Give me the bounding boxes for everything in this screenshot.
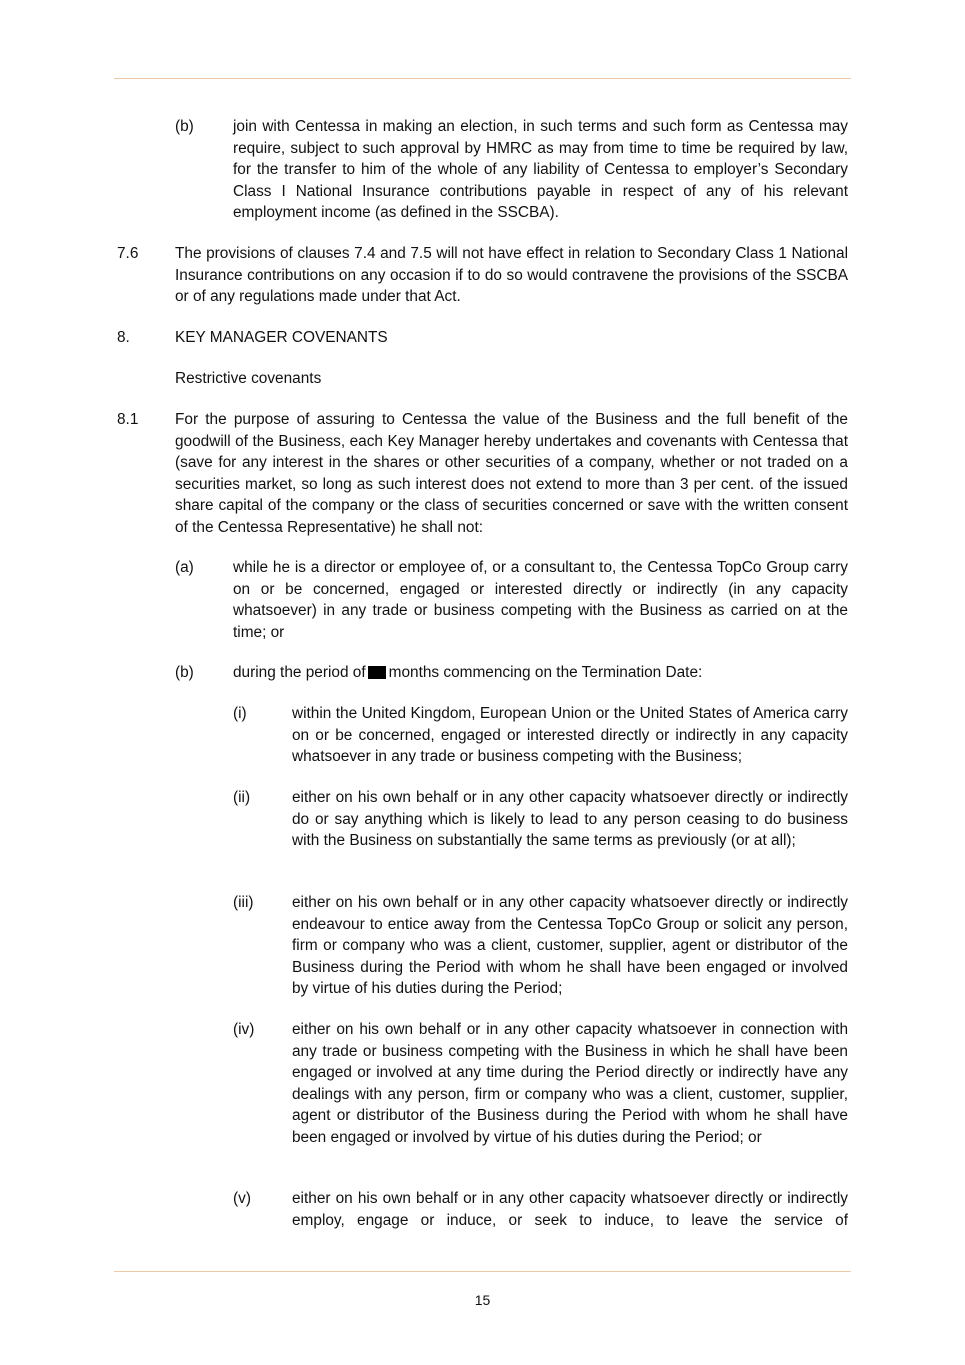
item-label-a: (a) [175, 559, 194, 576]
header-rule [114, 78, 851, 79]
subitem-label-v: (v) [233, 1190, 251, 1207]
clause-number-7-6: 7.6 [117, 245, 139, 262]
subitem-text-ii: either on his own behalf or in any other capacity whatsoever directly or indirectly do or say anything which is likely to lead to any person ceasing to do business with the Business on substantially the same terms as previously (or at all); [292, 789, 848, 849]
clause-text-8-1: For the purpose of assuring to Centessa the value of the Business and the full benefit of the goodwill of the Business, each Key Manager hereby undertakes and covenants with Centessa that (save for any interest in the shares or other securities of a company, whether or not traded on a securities market, so long as such interest does not extend to more than 3 per cent. of the issued share capital of the company or the class of securities concerned or save with the written consent of the Centessa Representative) he shall not: [175, 411, 848, 536]
footer-rule [114, 1271, 851, 1272]
clause-number-8-1: 8.1 [117, 411, 139, 428]
section-number-8: 8. [117, 329, 130, 346]
item-text-b-after: months commencing on the Termination Date: [388, 664, 703, 681]
section-subheading: Restrictive covenants [175, 370, 322, 387]
redaction-block [368, 666, 386, 679]
subitem-text-i: within the United Kingdom, European Union or the United States of America carry on or be concerned, engaged or interested directly or indirectly in any capacity whatsoever in any trade or business competing with the Business; [292, 705, 848, 765]
section-heading: KEY MANAGER COVENANTS [175, 329, 388, 346]
item-label-b-top: (b) [175, 118, 194, 135]
subitem-label-iii: (iii) [233, 894, 254, 911]
subitem-text-iv: either on his own behalf or in any other capacity whatsoever in connection with any trade or business competing with the Business in which he shall have been engaged or involved at any time during the Period directly or indirectly have any dealings with any person, firm or company who was a client, customer, supplier, agent or distributor of the Business during the Period with whom he shall have been engaged or involved by virtue of his duties during the Period; or [292, 1021, 848, 1146]
subitem-text-iii: either on his own behalf or in any other capacity whatsoever directly or indirectly endeavour to entice away from the Centessa TopCo Group or solicit any person, firm or company who was a client, customer, supplier, agent or distributor of the Business during the Period with whom he shall have been engaged or involved by virtue of his duties during the Period; [292, 894, 848, 997]
page-number: 15 [474, 1292, 491, 1308]
subitem-label-iv: (iv) [233, 1021, 255, 1038]
item-text-b-top: join with Centessa in making an election, in such terms and such form as Centessa may require, subject to such approval by HMRC as may from time to time be required by law, for the transfer to him of the whole of any liability of Centessa to employer’s Secondary Class I National Insurance contributions payable in respect of any of his relevant employment income (as defined in the SSCBA). [233, 118, 848, 221]
subitem-label-ii: (ii) [233, 789, 251, 806]
item-text-b-before: during the period of [233, 664, 366, 681]
subitem-text-v: either on his own behalf or in any other capacity whatsoever directly or indirectly employ, engage or induce, or seek to induce, to leave the service of [292, 1190, 848, 1229]
item-text-a: while he is a director or employee of, or a consultant to, the Centessa TopCo Group carry on or be concerned, engaged or interested directly or indirectly (in any capacity whatsoever) in any trade or business competing with the Business as carried on at the time; or [233, 559, 848, 641]
item-text-b [233, 662, 702, 684]
item-label-b: (b) [175, 664, 194, 681]
clause-text-7-6: The provisions of clauses 7.4 and 7.5 will not have effect in relation to Secondary Class 1 National Insurance contributions on any occasion if to do so would contravene the provisions of the SSCBA or of any regulations made under that Act. [175, 245, 848, 305]
subitem-label-i: (i) [233, 705, 247, 722]
